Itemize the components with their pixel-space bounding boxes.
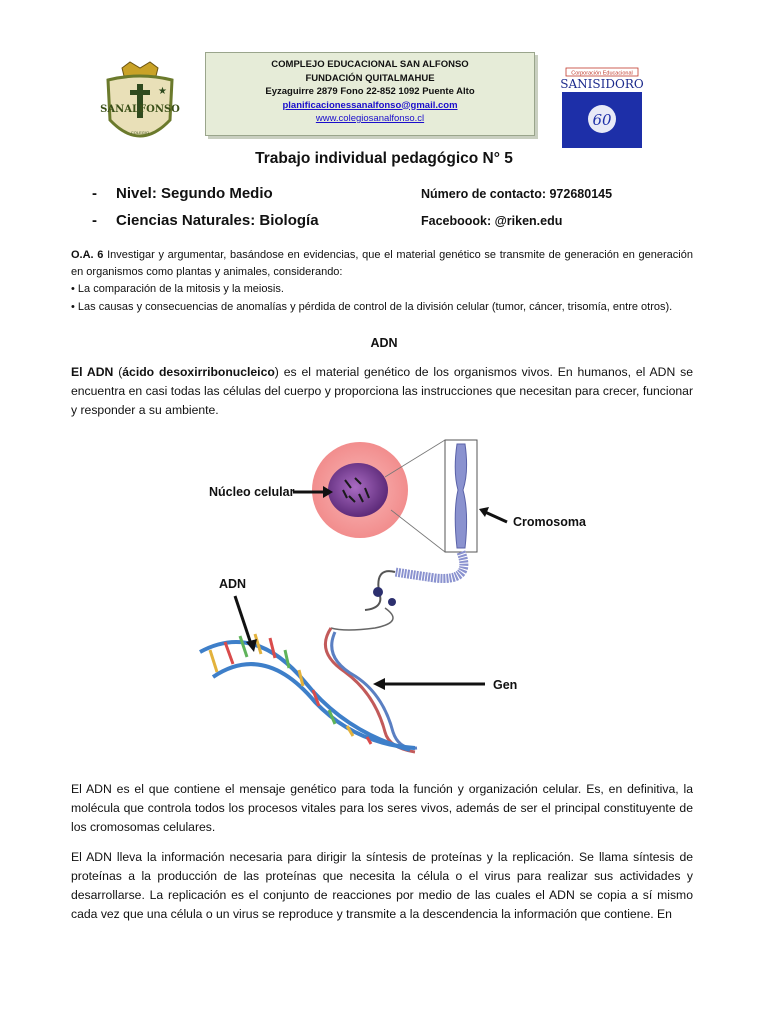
intro-paren: ( (113, 365, 123, 379)
logo-right-name: SANISIDORO (560, 77, 644, 91)
logo-left-sub: COLEGIO (130, 130, 150, 135)
label-dna: ADN (219, 577, 247, 591)
label-chromosome: Cromosoma (513, 515, 586, 529)
san-isidoro-logo (560, 64, 644, 148)
logo-right-badge: 60 (592, 111, 612, 129)
learning-objective (71, 247, 693, 281)
intro-bold-a: El ADN (71, 365, 114, 379)
email-link[interactable]: planificacionessanalfonso@gmail.com (282, 99, 458, 111)
address-line: Eyzaguirre 2879 Fono 22-852 1092 Puente Alto (265, 86, 475, 97)
paragraph-3: El ADN lleva la información necesaria para dirigir la síntesis de proteínas y la replicación. Se llama síntesis de proteínas a la producción de las proteínas que necesita la célula o el virus para realizar sus actividades y desarrollarse. La replicación es el conjunto de reacciones por medio de las cuales el ADN se copia a sí mismo cada vez que una célula o un virus se reproduce y transmite a la descendencia la información que contiene. En (71, 850, 693, 921)
label-gene: Gen (493, 678, 518, 692)
subject-label: Ciencias Naturales: Biología (116, 212, 319, 229)
document-title: Trabajo individual pedagógico N° 5 (255, 150, 513, 167)
svg-text:★: ★ (158, 86, 167, 97)
oa-text: Investigar y argumentar, basándose en evidencias, que el material genético se transmite de generación en generación en organismos como plantas y animales, considerando: (71, 249, 693, 278)
oa-code: O.A. 6 (71, 249, 104, 261)
website-link[interactable]: www.colegiosanalfonso.cl (315, 113, 425, 124)
foundation-name: FUNDACIÓN QUITALMAHUE (305, 72, 435, 84)
bullet-dash: - (92, 212, 97, 229)
intro-paragraph (71, 363, 693, 420)
logo-left-text: SANALFONSO (100, 104, 180, 115)
logo-right-top: Corporación Educacional (571, 70, 633, 77)
header-box (205, 52, 535, 136)
facebook-label: Faceboook: @riken.edu (421, 214, 563, 228)
bullet-dash: - (92, 185, 97, 202)
label-nucleus: Núcleo celular (209, 485, 295, 499)
cell-nucleus (328, 463, 388, 517)
section-title: ADN (370, 336, 398, 350)
contact-number: Número de contacto: 972680145 (421, 187, 613, 201)
nivel-label: Nivel: Segundo Medio (116, 185, 273, 202)
san-alfonso-logo (100, 60, 180, 152)
oa-bullet-2: • Las causas y consecuencias de anomalías y pérdida de control de la división celular (tumor, cáncer, trisomía, entre otros). (71, 301, 673, 313)
intro-rest: ) es el material genético de los organismos vivos. En humanos, el ADN se encuentra en casi todas las células del cuerpo y proporciona las instrucciones que necesitan para crecer, funcionar y responder a su ambiente. (71, 365, 694, 417)
dna-illustration (195, 432, 615, 762)
intro-bold-b: ácido desoxirribonucleico (122, 365, 275, 379)
oa-bullet-1: • La comparación de la mitosis y la meiosis. (71, 283, 284, 295)
institution-name: COMPLEJO EDUCACIONAL SAN ALFONSO (271, 59, 469, 70)
paragraph-2: El ADN es el que contiene el mensaje genético para toda la función y organización celular. Es, en definitiva, la molécula que controla todos los procesos vitales para los seres vivos, además de ser el principal constituyente de los cromosomas celulares. (71, 782, 693, 834)
